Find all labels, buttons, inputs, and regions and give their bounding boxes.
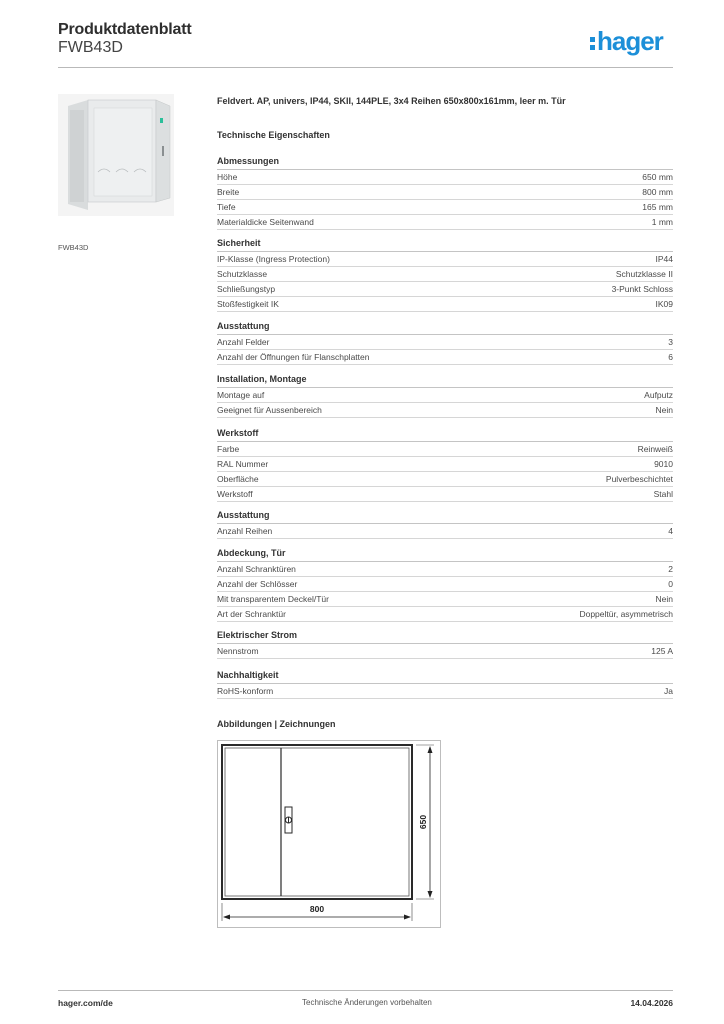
table-row: [217, 524, 673, 539]
hager-logo: [590, 26, 663, 57]
section-installation: [217, 372, 673, 418]
section-safety: [217, 236, 673, 312]
table-row: [217, 335, 673, 350]
table-row: [217, 200, 673, 215]
section-cover-door: [217, 546, 673, 622]
row-value: Schutzklasse II: [615, 269, 673, 279]
logo-colon-mark: [590, 35, 596, 51]
row-label: Oberfläche: [217, 474, 259, 484]
row-label: Anzahl der Öffnungen für Flanschplatten: [217, 352, 370, 362]
product-description: Feldvert. AP, univers, IP44, SKII, 144PLE, 3x4 Reihen 650x800x161mm, leer m. Tür: [217, 96, 566, 106]
row-label: RoHS-konform: [217, 686, 274, 696]
row-label: Art der Schranktür: [217, 609, 286, 619]
section-title: Abdeckung, Tür: [217, 546, 673, 562]
table-row: [217, 684, 673, 699]
height-dimension-label: 650: [418, 814, 428, 830]
row-value: Stahl: [653, 489, 673, 499]
row-label: Nennstrom: [217, 646, 259, 656]
row-value: 6: [668, 352, 673, 362]
row-label: Materialdicke Seitenwand: [217, 217, 314, 227]
row-value: Reinweiß: [637, 444, 673, 454]
table-row: [217, 388, 673, 403]
header-divider: [58, 67, 673, 68]
row-value: 165 mm: [642, 202, 673, 212]
row-value: Pulverbeschichtet: [605, 474, 673, 484]
table-row: [217, 297, 673, 312]
table-row: [217, 442, 673, 457]
table-row: [217, 487, 673, 502]
row-label: Werkstoff: [217, 489, 253, 499]
section-electrical: [217, 628, 673, 659]
row-value: Doppeltür, asymmetrisch: [579, 609, 673, 619]
table-row: [217, 252, 673, 267]
row-value: 3: [668, 337, 673, 347]
row-value: 2: [668, 564, 673, 574]
product-code: FWB43D: [58, 39, 123, 56]
footer-website-link[interactable]: hager.com/de: [58, 998, 113, 1008]
table-row: [217, 562, 673, 577]
product-image: [58, 94, 174, 216]
technical-drawing: [217, 740, 441, 928]
section-dimensions: [217, 154, 673, 230]
section-title: Elektrischer Strom: [217, 628, 673, 644]
width-dimension-label: 800: [309, 904, 325, 914]
row-value: IK09: [655, 299, 673, 309]
tech-properties-heading: Technische Eigenschaften: [217, 130, 330, 140]
row-label: RAL Nummer: [217, 459, 269, 469]
page-title: Produktdatenblatt: [58, 21, 192, 38]
row-value: 0: [668, 579, 673, 589]
footer-date: 14.04.2026: [630, 998, 673, 1008]
table-row: [217, 267, 673, 282]
section-title: Werkstoff: [217, 426, 673, 442]
table-row: [217, 403, 673, 418]
section-title: Ausstattung: [217, 319, 673, 335]
row-label: Anzahl der Schlösser: [217, 579, 298, 589]
row-value: Nein: [655, 405, 673, 415]
row-value: Aufputz: [644, 390, 673, 400]
row-label: Schließungstyp: [217, 284, 276, 294]
footer-divider: [58, 990, 673, 991]
row-value: 1 mm: [651, 217, 673, 227]
row-label: Tiefe: [217, 202, 236, 212]
section-title: Abmessungen: [217, 154, 673, 170]
row-value: 9010: [654, 459, 673, 469]
row-label: Montage auf: [217, 390, 265, 400]
table-row: [217, 644, 673, 659]
table-row: [217, 577, 673, 592]
table-row: [217, 472, 673, 487]
section-title: Sicherheit: [217, 236, 673, 252]
row-label: Geeignet für Aussenbereich: [217, 405, 322, 415]
row-label: Farbe: [217, 444, 240, 454]
row-value: 4: [668, 526, 673, 536]
table-row: [217, 592, 673, 607]
table-row: [217, 457, 673, 472]
row-label: Anzahl Reihen: [217, 526, 273, 536]
section-equipment: [217, 319, 673, 365]
table-row: [217, 170, 673, 185]
section-title: Ausstattung: [217, 508, 673, 524]
row-value: Nein: [655, 594, 673, 604]
section-sustainability: [217, 668, 673, 699]
section-equipment-rows: [217, 508, 673, 539]
image-caption: FWB43D: [58, 243, 89, 252]
section-title: Nachhaltigkeit: [217, 668, 673, 684]
row-label: Breite: [217, 187, 240, 197]
row-label: IP-Klasse (Ingress Protection): [217, 254, 330, 264]
row-label: Mit transparentem Deckel/Tür: [217, 594, 329, 604]
section-title: Installation, Montage: [217, 372, 673, 388]
logo-text: hager: [597, 26, 663, 56]
table-row: [217, 185, 673, 200]
row-value: Ja: [664, 686, 673, 696]
table-row: [217, 215, 673, 230]
drawings-heading: Abbildungen | Zeichnungen: [217, 719, 336, 729]
row-value: 800 mm: [642, 187, 673, 197]
row-label: Anzahl Felder: [217, 337, 270, 347]
row-value: 650 mm: [642, 172, 673, 182]
row-label: Höhe: [217, 172, 238, 182]
footer-notice: Technische Änderungen vorbehalten: [302, 998, 432, 1007]
row-value: 125 A: [651, 646, 673, 656]
row-label: Stoßfestigkeit IK: [217, 299, 279, 309]
row-label: Schutzklasse: [217, 269, 268, 279]
table-row: [217, 282, 673, 297]
row-value: IP44: [655, 254, 673, 264]
row-value: 3-Punkt Schloss: [611, 284, 673, 294]
table-row: [217, 350, 673, 365]
row-label: Anzahl Schranktüren: [217, 564, 296, 574]
section-material: [217, 426, 673, 502]
table-row: [217, 607, 673, 622]
